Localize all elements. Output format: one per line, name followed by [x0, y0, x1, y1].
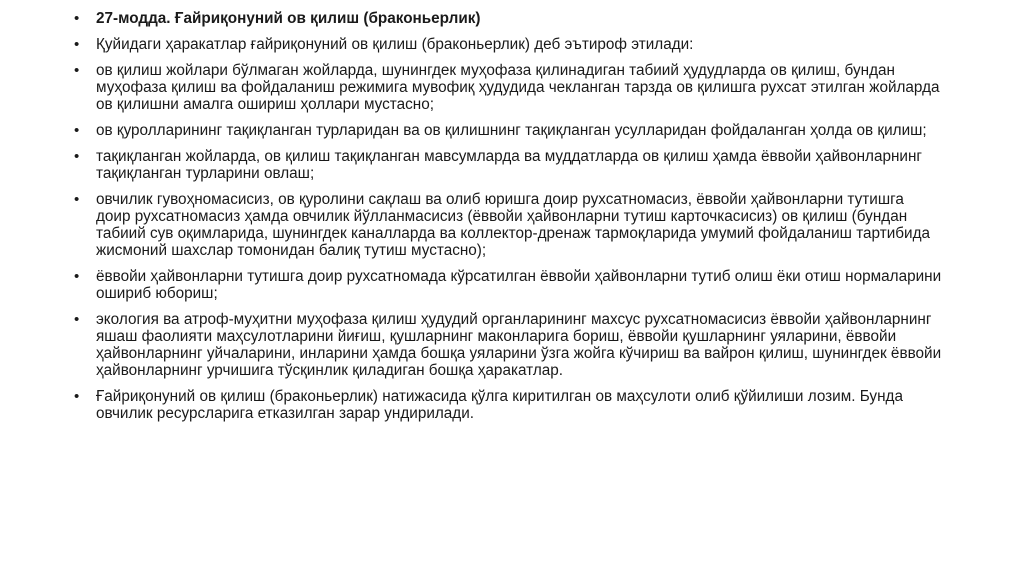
article-heading: 27-модда. Ғайриқонуний ов қилиш (браконьерлик) [96, 10, 481, 27]
list-item [74, 388, 942, 422]
list-item-heading [74, 10, 942, 27]
bullet-icon: • [74, 10, 80, 27]
bullet-icon: • [74, 122, 80, 139]
list-item-text: тақиқланган жойларда, ов қилиш тақиқланган мавсумларда ва муддатларда ов қилиш ҳамда ёввойи ҳайвонларнинг тақиқланган турларини овлаш; [96, 148, 922, 182]
list-item-text: ёввойи ҳайвонларни тутишга доир рухсатномада кўрсатилган ёввойи ҳайвонларни тутиб олиш ёки отиш нормаларини ошириб юбориш; [96, 268, 942, 302]
list-item-text: овчилик гувоҳномасисиз, ов қуролини сақлаш ва олиб юришга доир рухсатномасиз, ёввойи ҳайвонларни тутишга доир рухсатномасиз ҳамда овчилик йўлланмасисиз (ёввойи ҳайвонларни тутиш карточкасисиз) ов қилиш (бундан табиий сув оқимларида, шунингдек каналларда ва коллектор-дренаж тармоқларида умумий фойдаланиш тартибида жисмоний шахслар томонидан балиқ тутиш мустасно); [96, 191, 931, 259]
bullet-icon: • [74, 148, 80, 165]
list-item [74, 36, 942, 53]
bullet-icon: • [74, 388, 80, 405]
bullet-icon: • [74, 36, 80, 53]
list-item [74, 191, 942, 259]
list-item [74, 148, 942, 182]
bullet-icon: • [74, 268, 80, 285]
list-item-text: экология ва атроф-муҳитни муҳофаза қилиш ҳудудий органларининг махсус рухсатномасисиз ёввойи ҳайвонларнинг яшаш фаолияти маҳсулотларини йиғиш, қушларнинг маконларига бориш, ёввойи қушларнинг уяларини, ёввойи ҳайвонларнинг уйчаларини, инларини ҳамда бошқа уяларини ўзга жойга кўчириш ва вайрон қилиш, шунингдек ёввойи ҳайвонларнинг урчишига тўсқинлик қиладиган бошқа ҳаракатлар. [96, 311, 942, 379]
list-item [74, 268, 942, 302]
list-item [74, 311, 942, 379]
bullet-icon: • [74, 311, 80, 328]
list-item-text: Ғайриқонуний ов қилиш (браконьерлик) натижасида қўлга киритилган ов маҳсулоти олиб қўйилиши лозим. Бунда овчилик ресурсларига етказилган зарар ундирилади. [96, 388, 903, 422]
bullet-list [74, 10, 942, 422]
list-item-text: ов қилиш жойлари бўлмаган жойларда, шунингдек муҳофаза қилинадиган табиий ҳудудларда ов қилиш, бундан муҳофаза қилиш ва фойдаланиш режимига мувофиқ ҳудудида чекланган тарзда ов қилишга рухсат этилган жойларда ов қилишни амалга ошириш ҳоллари мустасно; [96, 62, 940, 113]
bullet-icon: • [74, 191, 80, 208]
slide-content [74, 10, 942, 431]
bullet-icon: • [74, 62, 80, 79]
list-item [74, 62, 942, 113]
list-item-text: ов қуролларининг тақиқланган турларидан ва ов қилишнинг тақиқланган усулларидан фойдаланган ҳолда ов қилиш; [96, 122, 927, 139]
list-item [74, 122, 942, 139]
list-item-text: Қуйидаги ҳаракатлар ғайриқонуний ов қилиш (браконьерлик) деб эътироф этилади: [96, 36, 694, 53]
